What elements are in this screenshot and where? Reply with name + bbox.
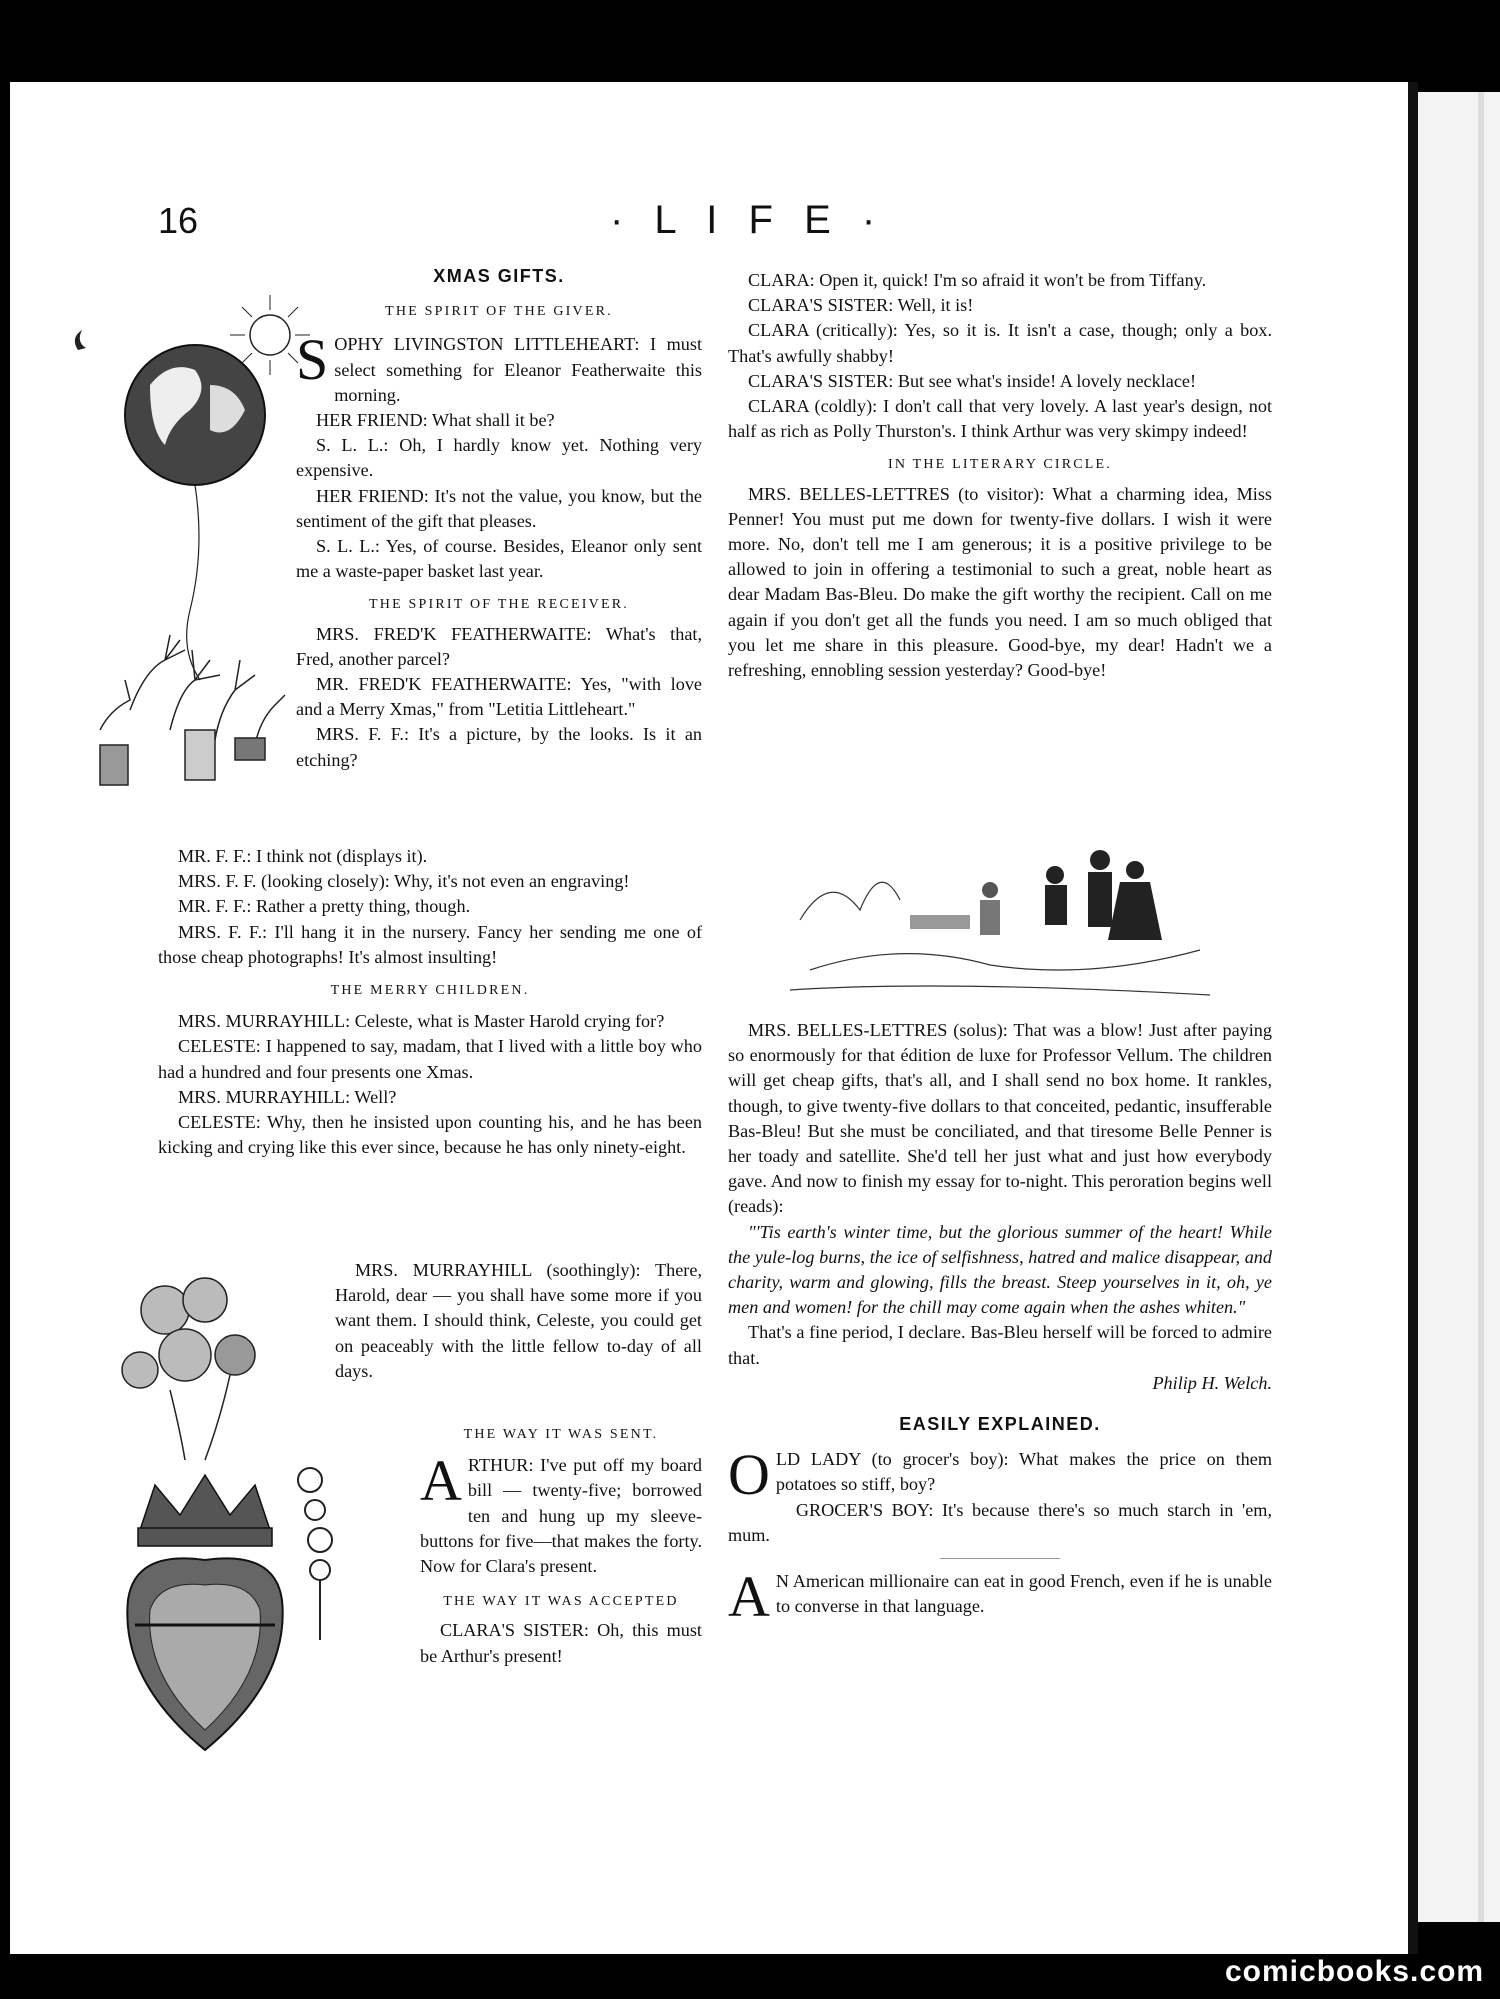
paragraph: MRS. F. F.: It's a picture, by the looks. Is it an etching? (296, 724, 702, 770)
paragraph: MR. F. F.: I think not (displays it). (178, 846, 428, 866)
paragraph: MRS. F. F. (looking closely): Why, it's not even an engraving! (178, 871, 630, 892)
paragraph: RTHUR: I've put off my board bill — twenty-five; borrowed ten and hung up my sleeve-buttons for five—that makes the forty. Now for Clara's present. (420, 1455, 702, 1577)
drop-cap-o: O (728, 1442, 770, 1508)
paragraph: CELESTE: Why, then he insisted upon counting his, and he has been kicking and crying like this ever since, because he has only ninety-eight. (158, 1112, 702, 1158)
site-watermark: comicbooks.com (1225, 1955, 1485, 1988)
paragraph: N American millionaire can eat in good French, even if he is unable to converse in that language. (775, 1571, 1272, 1617)
reaching-hands-icon (100, 635, 285, 785)
paragraph: CLARA'S SISTER: Well, it is! (748, 295, 974, 316)
paragraph: S. L. L.: Yes, of course. Besides, Eleanor only sent me a waste-paper basket last year. (296, 536, 702, 582)
quoted-peroration: "'Tis earth's winter time, but the glorious summer of the heart! While the yule-log burns, the ice of selfishness, hatred and malice disappear, and charity, warm and glowing, fills the breast. Steep yourselves in it, oh, ye men and women! for the chill may come again when the ashes whiten." (728, 1221, 1272, 1318)
paragraph: MR. F. F.: Rather a pretty thing, though. (178, 896, 471, 917)
crescent-moon-icon (75, 330, 86, 350)
section-heading-children: THE MERRY CHILDREN. (330, 983, 530, 999)
right-column-middle (728, 1018, 1272, 1630)
paragraph: MRS. MURRAYHILL (soothingly): There, Harold, dear — you shall have some more if you want them. I should think, Celeste, you could get on peaceably with the little fellow to-day of all days. (335, 1260, 702, 1381)
author-signature: Philip H. Welch. (1152, 1372, 1272, 1393)
paragraph: LD LADY (to grocer's boy): What makes the price on them potatoes so stiff, boy? (775, 1449, 1272, 1495)
paragraph: S. L. L.: Oh, I hardly know yet. Nothing very expensive. (296, 435, 702, 481)
paragraph: MRS. BELLES-LETTRES (solus): That was a blow! Just after paying so enormously for that édition de luxe for Professor Vellum. The children will get cheap gifts, that's all, and I shall send no box home. It rankles, though, to give twenty-five dollars to that conceited, pedantic, insufferable Bas-Bleu! But she must be conciliated, and that tiresome Belle Penner is her toady and satellite. She'd tell her just what and just how everybody gave. And now to finish my essay for to-night. This peroration begins well (reads): (728, 1020, 1272, 1217)
drop-cap-a: A (420, 1448, 462, 1514)
paragraph: MRS. FRED'K FEATHERWAITE: What's that, Fred, another parcel? (296, 623, 702, 669)
drop-cap-a-millionaire: A (728, 1564, 770, 1630)
balloons-icon (122, 1278, 255, 1460)
right-column-top (728, 268, 1272, 683)
drop-cap-s: S (296, 327, 329, 393)
left-column-sent (420, 1418, 702, 1669)
globe-balloon-icon (125, 345, 265, 680)
crown-icon (138, 1475, 272, 1546)
section-heading-sent: THE WAY IT WAS SENT. (463, 1427, 659, 1442)
paragraph: MRS. MURRAYHILL: Well? (178, 1086, 397, 1107)
sun-globe-hands-illustration (70, 290, 310, 790)
paragraph: CLARA (critically): Yes, so it is. It isn't a case, though; only a box. That's awfully shabby! (728, 320, 1272, 366)
keys-chain-icon (298, 1468, 332, 1640)
paragraph: HER FRIEND: What shall it be? (316, 410, 555, 431)
paragraph: MRS. BELLES-LETTRES (to visitor): What a charming idea, Miss Penner! You must put me down for twenty-five dollars. I wish it were more. No, don't tell me I am generous; it is a positive privilege to be allowed to join in offering a testimonial to such a great, noble heart as dear Madam Bas-Bleu. Do make the gift worthy the recipient. Call on me again if you don't get all the funds you need. I am so much obliged that you let me share in this pleasure. Good-bye, my dear! Hadn't we a refreshing, ennobling session yesterday? Good-bye! (728, 483, 1272, 681)
section-heading-giver: THE SPIRIT OF THE GIVER. (385, 304, 613, 320)
page-spine (1408, 82, 1418, 1954)
left-column-top (296, 264, 702, 773)
seated-figures-icon (910, 850, 1162, 940)
group-scene-illustration (790, 830, 1215, 1005)
paragraph: MRS. MURRAYHILL: Celeste, what is Master Harold crying for? (178, 1011, 665, 1032)
section-heading-receiver: THE SPIRIT OF THE RECEIVER. (369, 597, 629, 613)
paragraph: That's a fine period, I declare. Bas-Bleu herself will be forced to admire that. (728, 1322, 1272, 1368)
left-column-bottom (335, 1258, 702, 1384)
paragraph: HER FRIEND: It's not the value, you know, but the sentiment of the gift that pleases. (296, 485, 702, 531)
adjacent-page-shadow (1478, 92, 1484, 1922)
paragraph: MR. FRED'K FEATHERWAITE: Yes, "with love and a Merry Xmas," from "Letitia Littleheart." (296, 674, 702, 720)
paragraph: CELESTE: I happened to say, madam, that I lived with a little boy who had a hundred and four presents one Xmas. (158, 1036, 702, 1082)
paragraph: MRS. F. F.: I'll hang it in the nursery. Fancy her sending me one of those cheap photographs! It's almost insulting! (158, 921, 702, 967)
paragraph: CLARA'S SISTER: Oh, this must be Arthur's present! (420, 1620, 702, 1666)
article-title: XMAS GIFTS. (433, 266, 565, 286)
page-number: 16 (158, 200, 199, 241)
heart-box-icon (127, 1558, 282, 1750)
left-column-middle (158, 844, 702, 1160)
masthead-title: · L I F E · (610, 198, 886, 242)
paragraph: CLARA (coldly): I don't call that very lovely. A last year's design, not half as rich as Polly Thurston's. I think Arthur was very skimpy indeed! (728, 396, 1272, 442)
divider (940, 1558, 1060, 1559)
paragraph: OPHY LIVINGSTON LITTLEHEART: I must select something for Eleanor Featherwaite this morning. (334, 334, 702, 405)
paragraph: GROCER'S BOY: It's because there's so much starch in 'em, mum. (728, 1499, 1272, 1545)
section-heading-accepted: THE WAY IT WAS ACCEPTED (443, 1594, 679, 1610)
article-title-easily: EASILY EXPLAINED. (899, 1414, 1101, 1435)
paragraph: CLARA: Open it, quick! I'm so afraid it won't be from Tiffany. (748, 270, 1207, 290)
paragraph: CLARA'S SISTER: But see what's inside! A lovely necklace! (748, 370, 1197, 391)
section-heading-literary: IN THE LITERARY CIRCLE. (887, 457, 1113, 473)
adjacent-page-edge (1418, 92, 1500, 1922)
